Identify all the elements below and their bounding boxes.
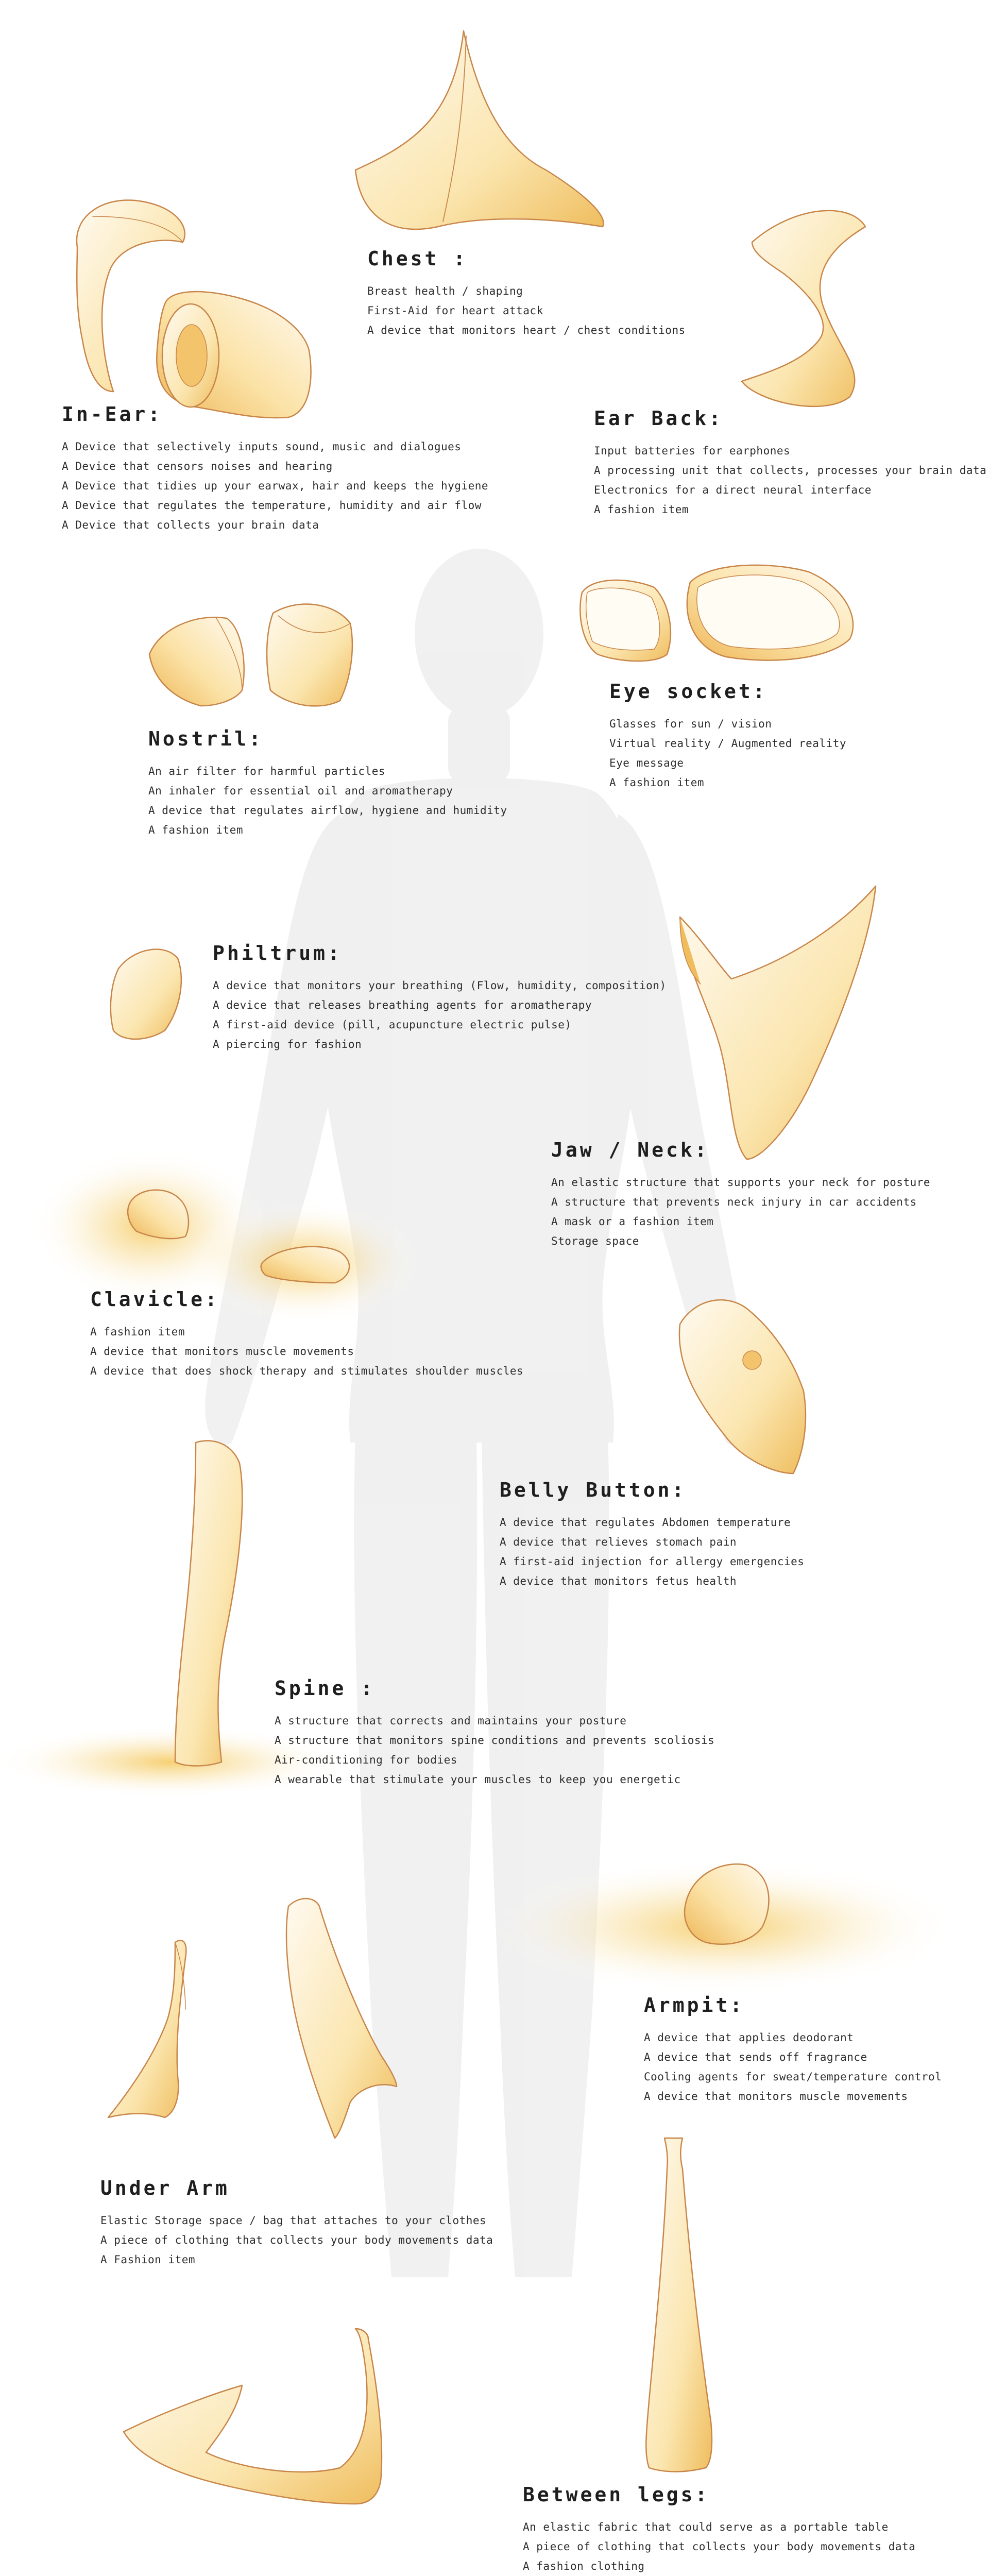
list-item: A fashion clothing (523, 2560, 645, 2572)
list-item: An inhaler for essential oil and aromatherapy (148, 785, 453, 797)
private-areas-shape (124, 2329, 382, 2504)
section-title: In-Ear: (62, 403, 163, 426)
list-item: A fashion item (90, 1326, 185, 1338)
list-item: A Device that tidies up your earwax, hair and keeps the hygiene (62, 480, 489, 492)
list-item: A device that regulates Abdomen temperature (500, 1516, 791, 1529)
list-item: A device that does shock therapy and stimulates shoulder muscles (90, 1365, 524, 1377)
list-item: Input batteries for earphones (594, 445, 791, 457)
list-item: Eye message (609, 757, 684, 769)
section-title: Under Arm (100, 2177, 230, 2199)
list-item: A device that relieves stomach pain (500, 1536, 737, 1548)
between-legs-shape (646, 2138, 712, 2472)
list-item: A piece of clothing that collects your body movements data (100, 2234, 493, 2246)
under-arm-left-shape (108, 1940, 186, 2117)
section-title: Chest : (367, 247, 468, 270)
section-title: Jaw / Neck: (551, 1139, 709, 1161)
section-clavicle (90, 1288, 523, 1381)
list-item: A first-aid device (pill, acupuncture electric pulse) (213, 1019, 572, 1031)
section-in-ear (62, 403, 488, 535)
list-item: A Device that selectively inputs sound, music and dialogues (62, 440, 462, 453)
section-eye-socket (609, 680, 846, 792)
section-title: Eye socket: (609, 680, 768, 703)
section-nostril (148, 727, 507, 840)
section-between-legs (523, 2483, 915, 2576)
ear-back-crescent-shape (742, 211, 865, 406)
list-item: A device that monitors muscle movements (90, 1345, 354, 1358)
list-item: A structure that corrects and maintains your posture (275, 1715, 627, 1727)
list-item: A wearable that stimulate your muscles to keep you energetic (275, 1773, 681, 1786)
section-title: Ear Back: (594, 407, 723, 430)
list-item: A fashion item (594, 503, 689, 516)
list-item: Cooling agents for sweat/temperature control (644, 2071, 942, 2083)
philtrum-shape (111, 950, 181, 1039)
chest-device-shape (355, 31, 604, 229)
list-item: A device that releases breathing agents for aromatherapy (213, 999, 592, 1011)
list-item: An elastic structure that supports your neck for posture (551, 1176, 931, 1189)
list-item: A structure that prevents neck injury in car accidents (551, 1196, 917, 1208)
list-item: A device that applies deodorant (644, 2031, 854, 2044)
list-item: A fashion item (148, 824, 244, 836)
list-item: A Device that regulates the temperature, humidity and air flow (62, 499, 482, 512)
list-item: A first-aid injection for allergy emergencies (500, 1555, 805, 1568)
nostril-filter-shape (149, 617, 244, 706)
spine-shape (175, 1440, 242, 1766)
list-item: A device that monitors muscle movements (644, 2090, 908, 2103)
list-item: A device that monitors fetus health (500, 1575, 737, 1587)
list-item: First-Aid for heart attack (367, 304, 543, 317)
section-chest (367, 247, 686, 340)
list-item: Virtual reality / Augmented reality (609, 737, 847, 750)
section-belly-button (500, 1479, 804, 1591)
list-item: A device that sends off fragrance (644, 2051, 867, 2063)
section-under-arm (100, 2177, 493, 2269)
section-spine (275, 1677, 714, 1789)
section-title: Spine : (275, 1677, 376, 1700)
list-item: Electronics for a direct neural interface (594, 484, 872, 496)
list-item: A Device that censors noises and hearing (62, 460, 333, 472)
list-item: A piece of clothing that collects your body movements data (523, 2540, 916, 2553)
section-ear-back (594, 407, 986, 519)
section-armpit (644, 1994, 942, 2106)
section-title: Belly Button: (500, 1479, 687, 1501)
section-title: Clavicle: (90, 1288, 219, 1311)
list-item: Air-conditioning for bodies (275, 1754, 457, 1766)
jaw-neck-shape (680, 886, 876, 1159)
section-title: Between legs: (523, 2483, 710, 2506)
list-item: A device that regulates airflow, hygiene and humidity (148, 804, 507, 817)
section-jaw-neck (551, 1139, 930, 1251)
list-item: Storage space (551, 1235, 639, 1247)
list-item: A Device that collects your brain data (62, 519, 319, 531)
list-item: A mask or a fashion item (551, 1215, 714, 1228)
list-item: Elastic Storage space / bag that attaches to your clothes (100, 2214, 487, 2227)
section-title: Philtrum: (213, 942, 342, 964)
list-item: Breast health / shaping (367, 285, 523, 297)
list-item: An air filter for harmful particles (148, 765, 386, 777)
section-title: Nostril: (148, 727, 264, 750)
belly-button-shape (679, 1300, 806, 1473)
list-item: A fashion item (609, 776, 705, 789)
list-item: Glasses for sun / vision (609, 718, 772, 730)
list-item: A device that monitors your breathing (Flow, humidity, composition) (213, 979, 667, 992)
list-item: A structure that monitors spine conditions and prevents scoliosis (275, 1734, 715, 1747)
nostril-cap-shape (267, 604, 352, 706)
section-philtrum (213, 942, 667, 1054)
list-item: An elastic fabric that could serve as a portable table (523, 2521, 889, 2533)
list-item: A device that monitors heart / chest conditions (367, 324, 686, 336)
list-item: A Fashion item (100, 2253, 196, 2266)
list-item: A processing unit that collects, processes your brain data (594, 464, 987, 477)
section-title: Armpit: (644, 1994, 745, 2016)
list-item: A piercing for fashion (213, 1038, 362, 1050)
